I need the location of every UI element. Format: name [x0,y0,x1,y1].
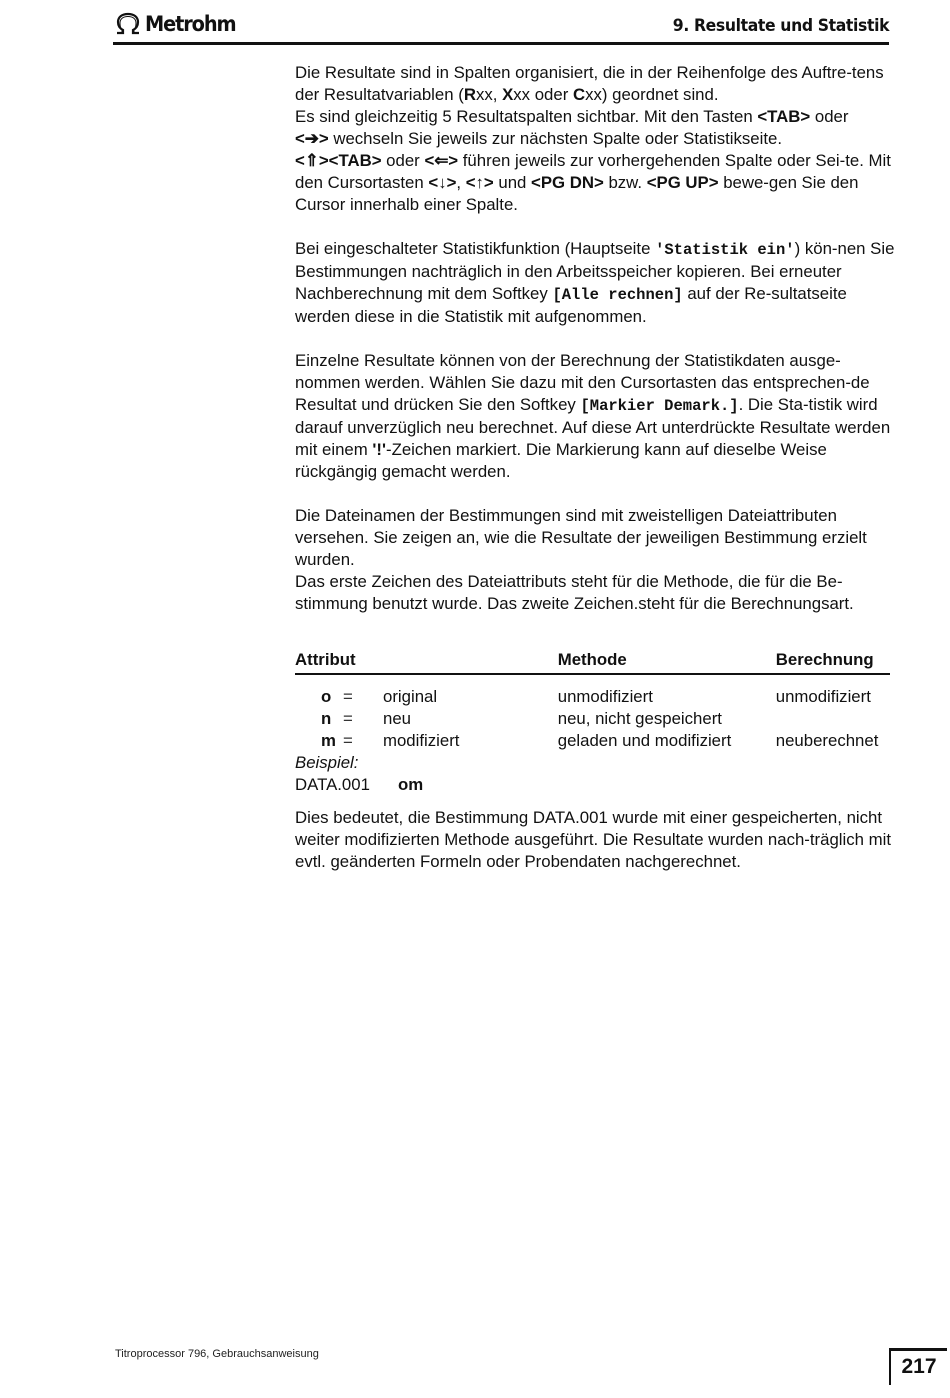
attribute-table [295,649,890,752]
key-arrow-up: <↑> [465,173,494,192]
example-explanation: Dies bedeutet, die Bestimmung DATA.001 wurde mit einer gespeicherten, nicht weiter modifizierten Methode ausgeführt. Die Resultate wurden nach-träglich mit evtl. geänderten Formeln oder Probendaten nachgerechnet. [295,808,892,871]
key-shift-tab: <⇑><TAB> [295,151,382,170]
key-pg-up: <PG UP> [646,173,719,192]
example-label: Beispiel: [295,753,359,772]
code-statistik-ein: 'Statistik ein' [655,241,795,259]
footer-manual-title: Titroprocessor 796, Gebrauchsanweisung [115,1348,319,1360]
key-pg-dn: <PG DN> [531,173,604,192]
softkey-markier-demark: [Markier Demark.] [580,397,739,415]
table-row: m = modifiziert geladen und modifiziert neuberechnet [321,731,879,750]
key-arrow-left: <⇐> [424,151,459,170]
softkey-alle-rechnen: [Alle rechnen] [552,286,683,304]
page-header [113,10,889,45]
header-methode: Methode [558,649,776,674]
page-number: 217 [889,1348,947,1385]
metrohm-logo [113,12,243,36]
key-arrow-down: <↓> [428,173,457,192]
paragraph-statistics: Bei eingeschalteter Statistikfunktion (Hauptseite 'Statistik ein') kön-nen Sie Bestimmungen nachträglich in den Arbeitsspeicher kopieren. Bei erneuter Nachberechnung mit dem Softkey [Alle rechnen] auf der Re-sultatseite werden diese in die Statistik mit aufgenommen. [295,239,895,326]
logo-text: Metrohm [145,12,236,36]
chapter-title: 9. Resultate und Statistik [672,16,889,36]
table-row: o = original unmodifiziert unmodifiziert [321,687,871,706]
table-row: n = neu neu, nicht gespeichert [321,709,722,728]
example-attribute: om [398,775,424,794]
main-content [295,62,895,873]
paragraph-exclude: Einzelne Resultate können von der Berechnung der Statistikdaten ausge-nommen werden. Wählen Sie dazu mit den Cursortasten das entsprechen-de Resultat und drücken Sie den Softkey [Markier Demark.]. Die Sta-tistik wird darauf unverzüglich neu berechnet. Auf diese Art unterdrückte Resultate werden mit einem '!'-Zeichen markiert. Die Markierung kann auf dieselbe Weise rückgängig gemacht werden. [295,351,891,481]
header-berechnung: Berechnung [776,649,890,674]
header-attribut: Attribut [295,649,558,674]
paragraph-columns: Die Resultate sind in Spalten organisiert, die in der Reihenfolge des Auftre-tens der Resultatvariablen (Rxx, Xxx oder Cxx) geordnet sind. Es sind gleichzeitig 5 Resultatspalten sichtbar. Mit den Tasten <TAB> oder <➔> wechseln Sie jeweils zur nächsten Spalte oder Statistikseite. <⇑><TAB> oder <⇐> führen jeweils zur vorhergehenden Spalte oder Sei-te. Mit den Cursortasten <↓>, <↑> und <PG DN> bzw. <PG UP> bewe-gen Sie den Cursor innerhalb einer Spalte. [295,63,891,214]
example-filename: DATA.001 om [295,775,424,794]
key-tab: <TAB> [757,107,811,126]
mark-symbol: '!' [372,440,386,459]
paragraph-file-attributes: Die Dateinamen der Bestimmungen sind mit zweistelligen Dateiattributen versehen. Sie zeigen an, wie die Resultate der jeweiligen Bestimmung erzielt wurden. Das erste Zeichen des Dateiattributs steht für die Methode, die für die Be-stimmung benutzt wurde. Das zweite Zeichen.steht für die Berechnungsart. [295,506,867,613]
omega-icon [113,12,143,36]
table-header-row [295,649,890,674]
key-arrow-right: <➔> [295,129,329,148]
